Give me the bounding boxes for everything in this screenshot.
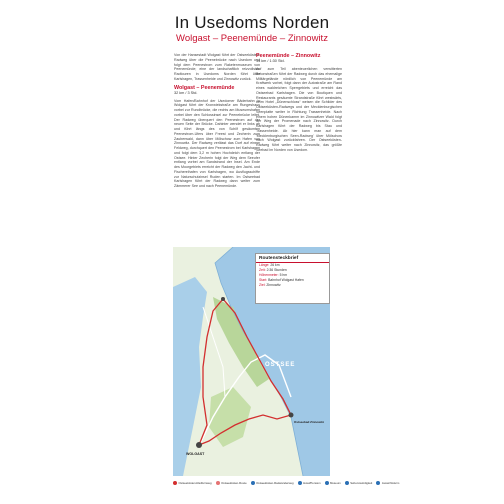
- sight-icon: [345, 481, 349, 485]
- route-info-box: [255, 253, 330, 304]
- legend-route-icon: [173, 481, 177, 485]
- legend-item: Ostseeküsten-Route: [216, 481, 247, 485]
- tower-icon: [376, 481, 380, 485]
- section-heading-wolgast-peenemuende: Wolgast – Peenemünde: [174, 84, 235, 91]
- info-row-start: Start: Bahnhof Wolgast Hafen: [259, 278, 304, 282]
- intro-paragraph: Von der Hansestadt Wolgast führt der Ostseeküsten-Radweg über die Peenebrücke nach Usedom und folgt dem Peenestrom zum Raketenmuseum von Peenemünde; eine der landschaftlich reizvollsten Radtouren in Usedoms Norden führt über Karlshagen, Trassenheide und Zinnowitz zurück.: [174, 53, 260, 81]
- map-label-sea: OSTSEE: [265, 362, 296, 368]
- legend-item: Aussichtsturm: [376, 481, 399, 485]
- legend-item: Ostseeküsten-Radwanderweg: [251, 481, 294, 485]
- legend-item: Hotel/Pension: [298, 481, 321, 485]
- town-marker-zinnowitz: [289, 413, 294, 418]
- legend-bike-icon: [251, 481, 255, 485]
- forest-area: [209, 387, 251, 447]
- section-paragraph: Vom Hafen/Bahnhof der Usedomer Bäderbahn in Wolgast führt der Kronwiekstraße am Rungeshaus vorbei zur Rundbrücke, die rechts am Museumshafen vorbei über den Schlossinsel zur Peenebrücke leitet. Der Radweg überquert den Peenestrom auf der neuen Seite der Brücke. Dahinter wendet er links ab und führt längs des von Schilf gesäumten Peenestrom-Ufers über Freest und Zecherin zum Zauberwald, dann über Mölschow zum Hafen von Zinnowitz. Der Radweg verlässt das Dorf auf einem Feldweg, durchquert den Peenestrom bei Karlshagen und folgt dem 3,2 m hohen Hochdeich entlang der Ostsee. Hinter Zecherin folgt der Weg dem Seeufer entlang vorbei am Sandstrand der Insel. Am Ende des Moorgebiets erreicht der Radweg den Jacht- und Fischereihafen von Karlshagen, wo Ausflugsschiffe zur Naturschutzinsel Ruden starten. Im Ostseebad Karlshagen führt der Radweg dann weiter zum Zämmerer See und nach Peenemünde.: [174, 98, 260, 189]
- info-row-destination: Ziel: Zinnowitz: [259, 283, 281, 287]
- legend-item: Sehenswürdigkeit: [345, 481, 373, 485]
- legend-item: Ostseeküsten-Radfernweg: [173, 481, 212, 485]
- info-box-title: Routensteckbrief: [256, 254, 329, 263]
- section-subheading-distance: 14 km / 1:30 Std.: [256, 59, 285, 64]
- section-paragraph: Auf zum Teil abenteuerlichen verwitterten Betonstraßen führt der Radweg durch das ehemalige Militärgelände nördlich von Peenemünde am Kraftwerk vorbei, folgt dann der Autostraße am Rand eines waldreichen Sperrgebiets und erreicht das Ostseebad Karlshagen. Die von Boutiquen und Restaurants gesäumte Strandstraße führt westwärts, beim Hotel „Dünenschloss“ weisen die Schilder des Ostseeküsten-Radwegs und der Mecklenburgischen Seenplatte weiter in Richtung Trassenheide. Nach einem hohen Dünenkamm im Zinnowitzer Wald folgt der Weg der Promenade nach Zinnowitz. Durch Karlshagen führt der Radweg bis Stau und Trassenheide. Ab hier kann man auf dem 'Mecklenburgischen Seen-Radweg' über Mölschow nach Wolgast zurückfahren. Der Ostseeküsten-Radweg führt weiter nach Zinnowitz, das größte Seebad im Norden von Usedom.: [256, 67, 342, 152]
- info-row-elevation: Höhenmeter: 5 hm: [259, 273, 288, 277]
- section-subheading-distance: 32 km / 3 Std.: [174, 90, 198, 95]
- town-marker-peenemuende: [221, 297, 225, 301]
- lagoon-area: [173, 277, 207, 476]
- info-row-time: Zeit: 2:36 Stunden: [259, 268, 287, 272]
- museum-icon: [325, 481, 329, 485]
- legend-item: Museum: [325, 481, 341, 485]
- page-title: In Usedoms Norden: [174, 13, 330, 32]
- text-column-1: [174, 53, 260, 192]
- text-column-2: [256, 53, 342, 156]
- hotel-icon: [298, 481, 302, 485]
- map-legend: [173, 478, 400, 488]
- map-label-wolgast: WOLGAST: [186, 452, 205, 456]
- town-marker-wolgast: [196, 442, 202, 448]
- legend-route-icon: [216, 481, 220, 485]
- info-row-length: Länge: 26 km: [259, 263, 280, 267]
- map-label-zinnowitz: Ostseebad Zinnowitz: [294, 420, 325, 424]
- section-heading-peenemuende-zinnowitz: Peenemünde – Zinnowitz: [256, 53, 321, 59]
- page-subtitle: Wolgast – Peenemünde – Zinnowitz: [176, 33, 328, 44]
